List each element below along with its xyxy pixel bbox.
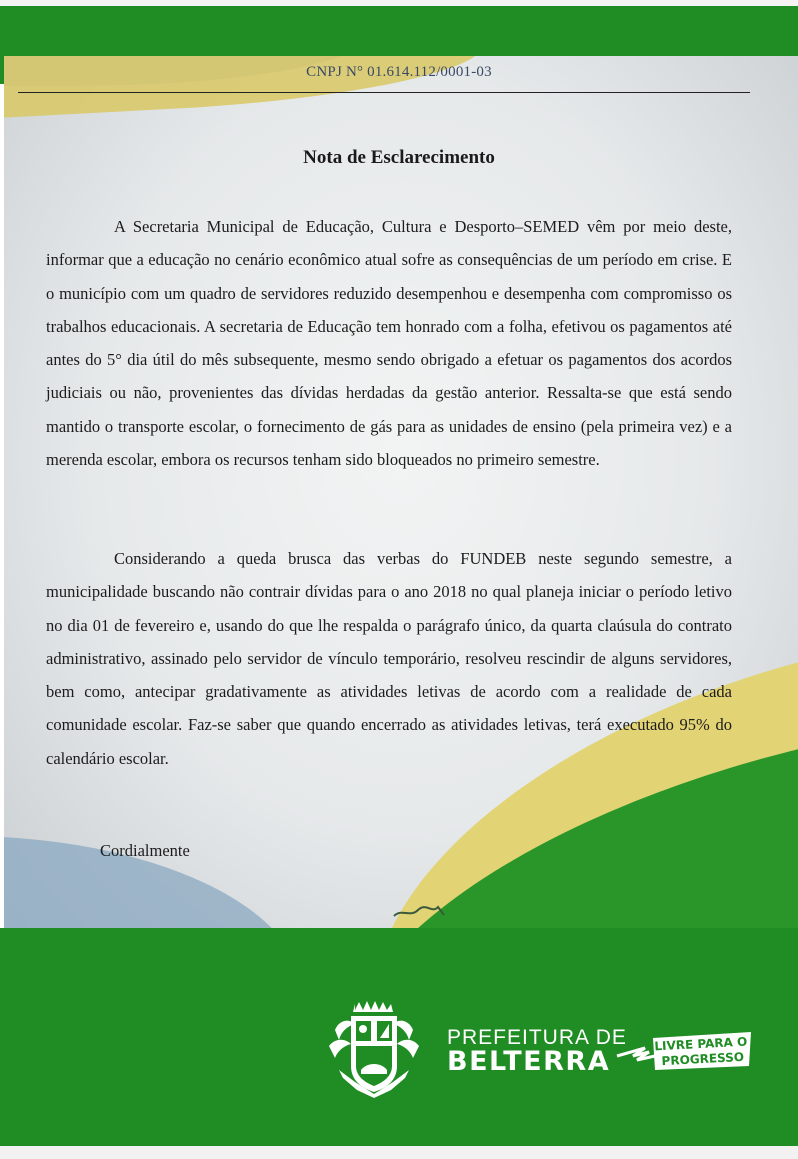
- closing-text: Cordialmente: [100, 841, 190, 860]
- signature-mark: [392, 904, 452, 918]
- header-divider: [18, 92, 750, 93]
- bottom-edge: [0, 1146, 798, 1159]
- slogan-line-2: PROGRESSO: [661, 1049, 745, 1069]
- cnpj-header: CNPJ N° 01.614.112/0001-03: [306, 64, 492, 80]
- paragraph-2: Considerando a queda brusca das verbas do FUNDEB neste segundo semestre, a municipalidade buscando não contrair dívidas para o ano 2018 no qual planeja iniciar o período letivo no dia 01 de fevereiro e, usando do que lhe respalda o parágrafo único, da quarta claúsula do contrato administrativo, assinado pelo servidor de vínculo temporário, resolveu rescindir de alguns servidores, bem como, antecipar gradativamente as atividades letivas de acordo com a realidade de cada comunidade escolar. Faz-se saber que quando encerrado as atividades letivas, terá executado 95% do calendário escolar.: [46, 549, 732, 768]
- top-edge: [0, 0, 798, 6]
- letter-paper: [4, 56, 798, 936]
- prefeitura-logo: [325, 1000, 765, 1100]
- paragraph-1: A Secretaria Municipal de Educação, Cultura e Desporto–SEMED vêm por meio deste, informar que a educação no cenário econômico atual sofre as consequências de um período em crise. E o município com um quadro de servidores reduzido desempenhou e desempenha com compromisso os trabalhos educacionais. A secretaria de Educação tem honrado com a folha, efetivou os pagamentos até antes do 5° dia útil do mês subsequente, mesmo sendo obrigado a efetuar os pagamentos dos acordos judiciais ou não, provenientes das dívidas herdadas da gestão anterior. Ressalta-se que está sendo mantido o transporte escolar, o fornecimento de gás para as unidades de ensino (pela primeira vez) e a merenda escolar, embora os recursos tenham sido bloqueados no primeiro semestre.: [46, 217, 732, 470]
- slogan-line-1: LIVRE PARA O: [654, 1034, 748, 1054]
- slogan-badge: [615, 1026, 755, 1076]
- prefeitura-label: PREFEITURA DE: [447, 1026, 627, 1049]
- city-name: BELTERRA: [447, 1046, 611, 1077]
- document-title: Nota de Esclarecimento: [303, 147, 495, 168]
- municipal-crest-icon: [325, 1000, 423, 1098]
